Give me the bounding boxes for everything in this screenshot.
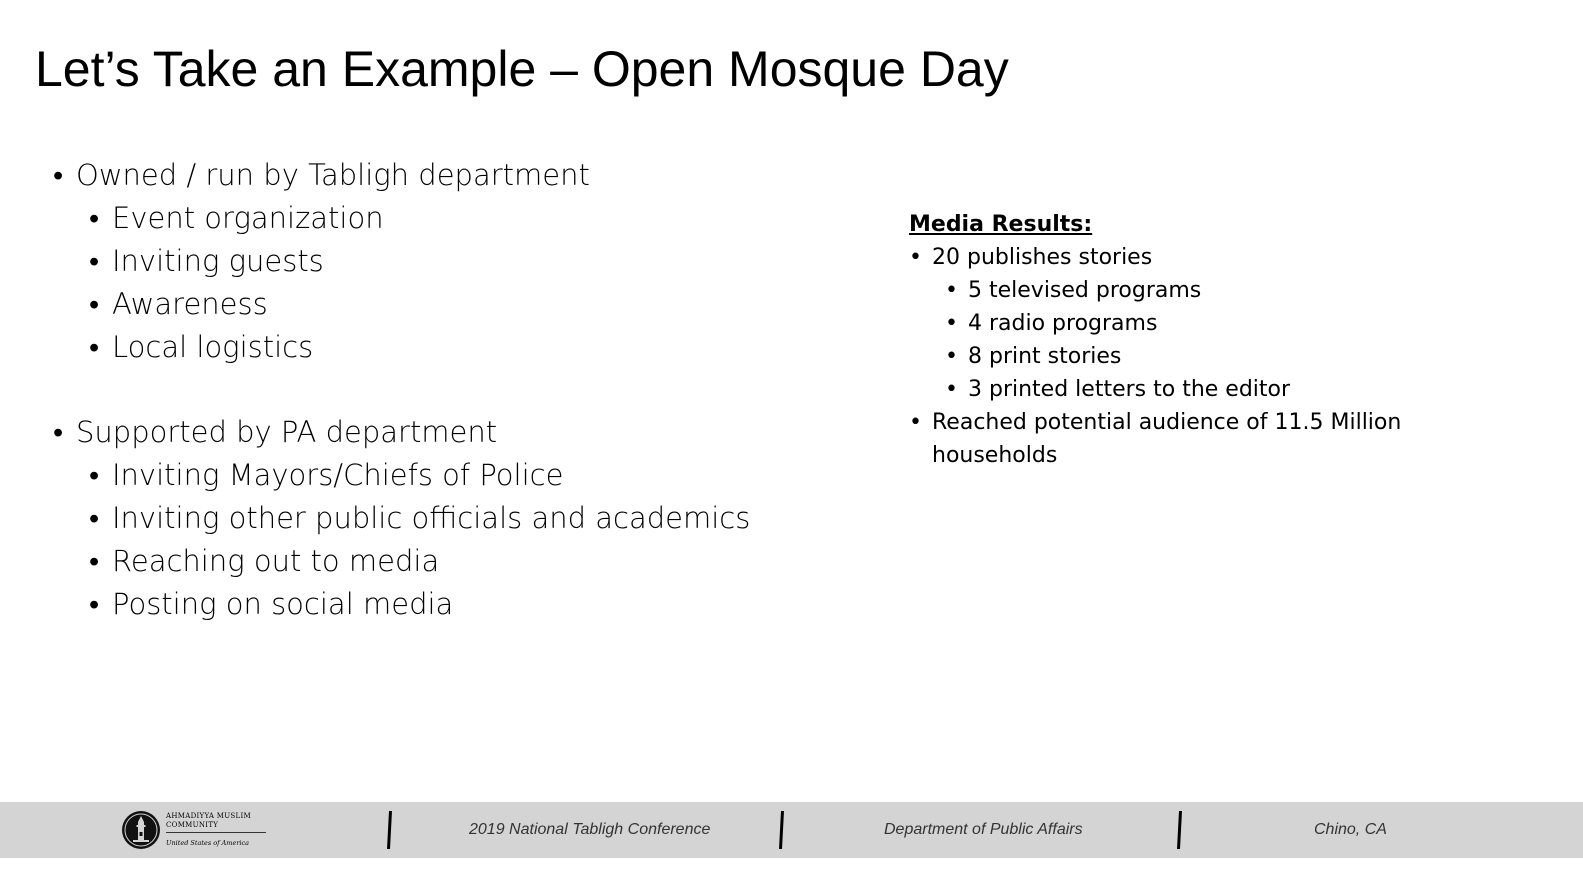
stories-count: • 20 publishes stories — [909, 241, 1469, 274]
list-item: • Reaching out to media — [89, 540, 750, 583]
list-item: • Awareness — [89, 283, 750, 326]
list-item: • Inviting Mayors/Chiefs of Police — [89, 454, 750, 497]
mosque-minaret-icon — [121, 810, 161, 850]
list-item: • Posting on social media — [89, 583, 750, 626]
tabligh-group — [53, 154, 750, 369]
list-item: • Local logistics — [89, 326, 750, 369]
list-item: • 3 printed letters to the editor — [945, 373, 1469, 406]
audience-reach: • Reached potential audience of 11.5 Million households — [909, 406, 1469, 472]
logo-country: United States of America — [166, 839, 250, 847]
pa-group — [53, 411, 750, 626]
slide-footer — [0, 802, 1583, 858]
department-name: Department of Public Affairs — [884, 821, 1083, 838]
footer-divider — [387, 811, 392, 849]
list-item: • 8 print stories — [945, 340, 1469, 373]
group-label-pa: • Supported by PA department — [53, 411, 750, 454]
list-item: • Event organization — [89, 197, 750, 240]
list-item: • Inviting guests — [89, 240, 750, 283]
left-bullet-list — [53, 154, 750, 626]
slide-title: Let’s Take an Example – Open Mosque Day — [35, 41, 1009, 97]
logo-community-name: AHMADIYYA MUSLIM COMMUNITY — [166, 812, 266, 833]
location: Chino, CA — [1314, 821, 1387, 838]
list-item: • 4 radio programs — [945, 307, 1469, 340]
list-item: • Inviting other public officials and academics — [89, 497, 750, 540]
conference-name: 2019 National Tabligh Conference — [469, 821, 711, 838]
group-label-tabligh: • Owned / run by Tabligh department — [53, 154, 750, 197]
media-results-heading: Media Results: — [909, 212, 1093, 237]
media-results-list — [909, 241, 1469, 472]
community-logo — [121, 810, 271, 852]
media-results-box — [909, 208, 1469, 472]
footer-divider — [1177, 811, 1182, 849]
list-item: • 5 televised programs — [945, 274, 1469, 307]
group-spacer — [53, 369, 750, 411]
footer-divider — [779, 811, 784, 849]
